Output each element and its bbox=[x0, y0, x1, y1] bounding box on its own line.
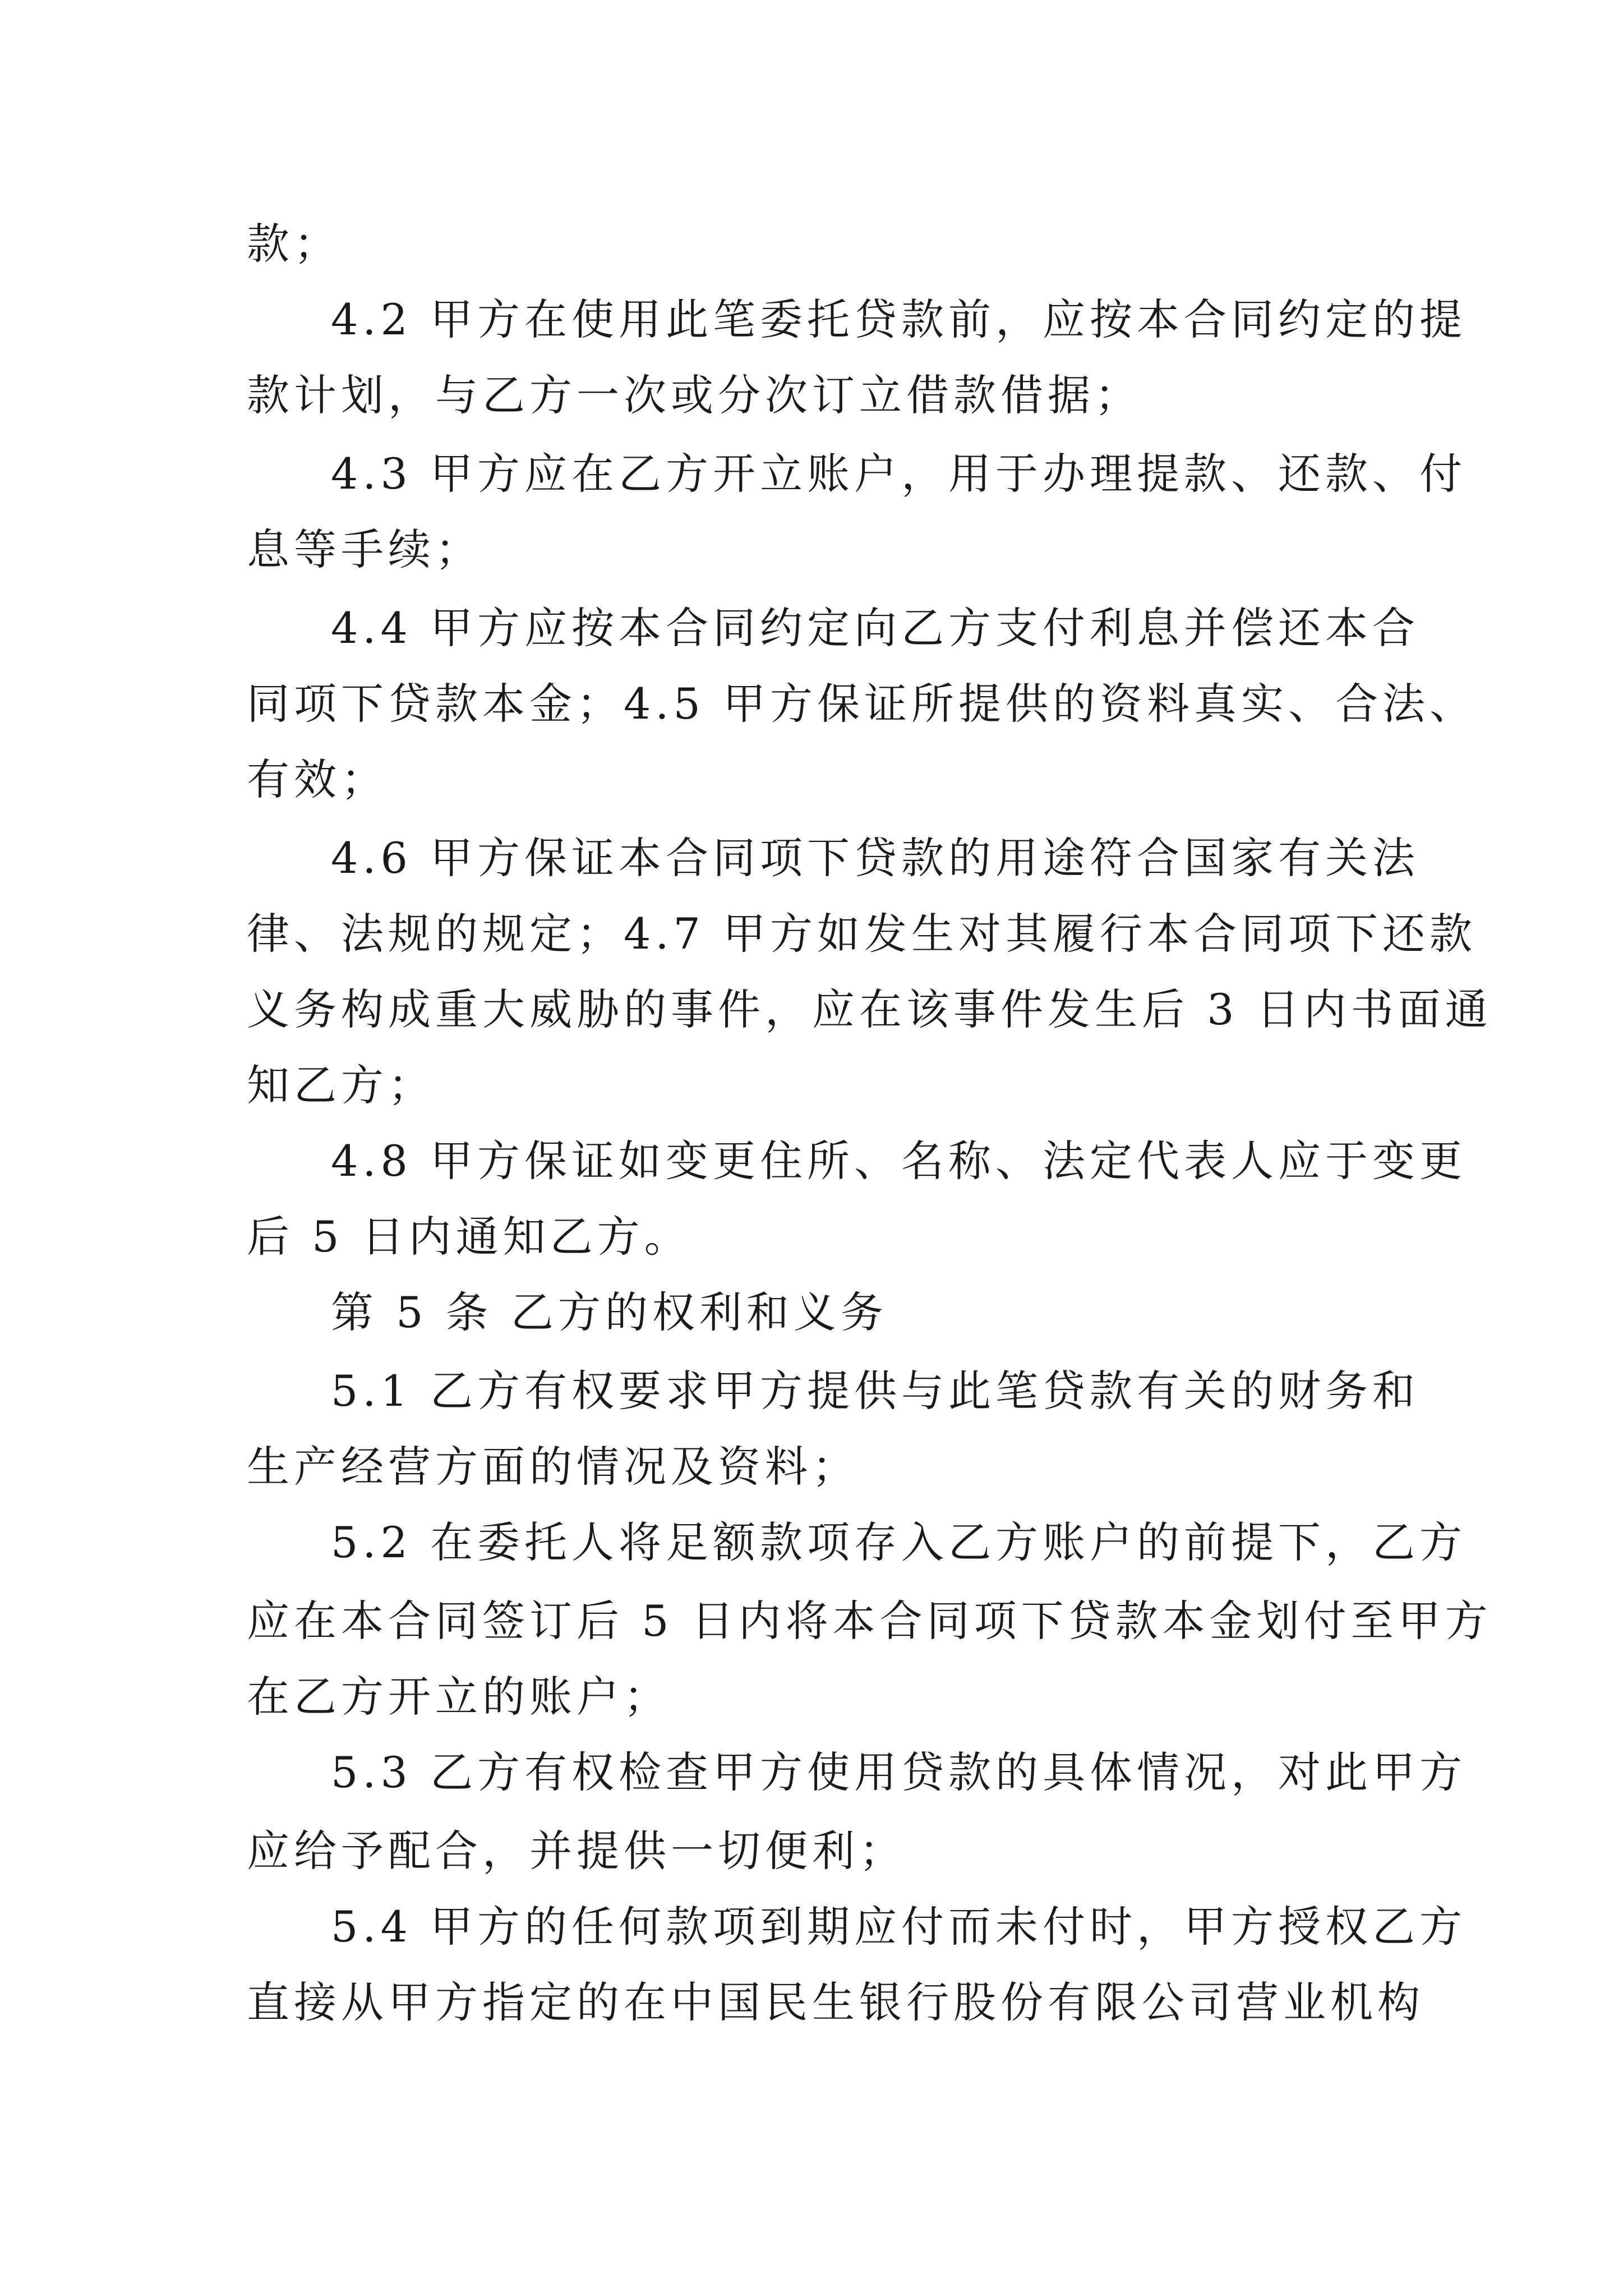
clause-5-2: 5.2 在委托人将足额款项存入乙方账户的前提下，乙方 bbox=[331, 1517, 1467, 1567]
article-5-heading: 第 5 条 乙方的权利和义务 bbox=[331, 1287, 888, 1337]
text-line: 有效； bbox=[247, 754, 388, 804]
clause-5-4: 5.4 甲方的任何款项到期应付而未付时，甲方授权乙方 bbox=[331, 1902, 1467, 1952]
clause-4-3: 4.3 甲方应在乙方开立账户，用于办理提款、还款、付 bbox=[331, 449, 1467, 499]
text-line: 应在本合同签订后 5 日内将本合同项下贷款本金划付至甲方 bbox=[247, 1596, 1492, 1646]
clause-4-6: 4.6 甲方保证本合同项下贷款的用途符合国家有关法 bbox=[331, 833, 1420, 883]
clause-5-1: 5.1 乙方有权要求甲方提供与此笔贷款有关的财务和 bbox=[331, 1366, 1420, 1416]
clause-4-7-line: 律、法规的规定；4.7 甲方如发生对其履行本合同项下还款 bbox=[247, 909, 1477, 959]
clause-4-2: 4.2 甲方在使用此笔委托贷款前，应按本合同约定的提 bbox=[331, 295, 1467, 344]
text-line: 直接从甲方指定的在中国民生银行股份有限公司营业机构 bbox=[247, 1977, 1424, 2027]
text-line: 款计划，与乙方一次或分次订立借款借据； bbox=[247, 370, 1142, 420]
text-line: 在乙方开立的账户； bbox=[247, 1672, 671, 1722]
text-line: 生产经营方面的情况及资料； bbox=[247, 1442, 859, 1492]
text-line: 后 5 日内通知乙方。 bbox=[247, 1212, 691, 1262]
text-line: 义务构成重大威胁的事件，应在该事件发生后 3 日内书面通 bbox=[247, 984, 1492, 1034]
text-line: 息等手续； bbox=[247, 524, 482, 574]
clause-4-8: 4.8 甲方保证如变更住所、名称、法定代表人应于变更 bbox=[331, 1136, 1467, 1186]
text-line: 款； bbox=[247, 219, 341, 269]
text-line: 应给予配合，并提供一切便利； bbox=[247, 1826, 906, 1876]
clause-4-5-line: 同项下贷款本金；4.5 甲方保证所提供的资料真实、合法、 bbox=[247, 679, 1477, 729]
clause-5-3: 5.3 乙方有权检查甲方使用贷款的具体情况，对此甲方 bbox=[331, 1747, 1467, 1797]
text-line: 知乙方； bbox=[247, 1060, 435, 1110]
clause-4-4: 4.4 甲方应按本合同约定向乙方支付利息并偿还本合 bbox=[331, 603, 1420, 653]
